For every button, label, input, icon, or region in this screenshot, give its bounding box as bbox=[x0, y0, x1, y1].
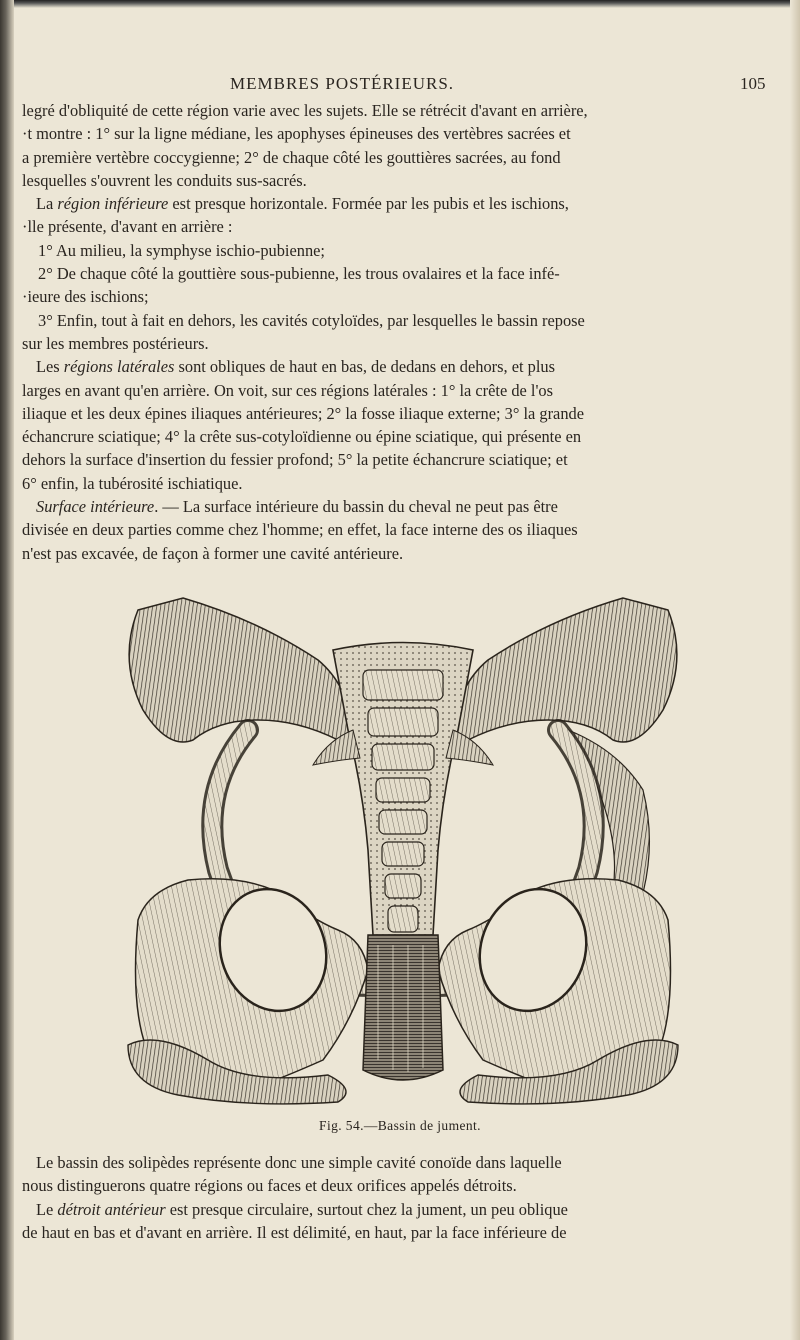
top-line: dehors la surface d'insertion du fessier profond; 5° la petite échancrure sciatique; et bbox=[22, 450, 568, 470]
figure-caption-text: Bassin de jument. bbox=[377, 1118, 481, 1133]
page-number: 105 bbox=[740, 74, 766, 93]
bottom-line: Le détroit antérieur est presque circulaire, surtout chez la jument, un peu oblique bbox=[36, 1199, 568, 1219]
figure-caption-dash: — bbox=[363, 1118, 378, 1133]
top-line: 3° Enfin, tout à fait en dehors, les cavités cotyloïdes, par lesquelles le bassin repose bbox=[38, 310, 585, 330]
body-text-bottom bbox=[22, 1151, 792, 1244]
top-line: 1° Au milieu, la symphyse ischio-pubienne; bbox=[38, 240, 325, 260]
top-line: 6° enfin, la tubérosité ischiatique. bbox=[22, 473, 243, 493]
figure-caption bbox=[0, 1118, 800, 1134]
running-head bbox=[0, 74, 800, 98]
top-line: ·ieure des ischions; bbox=[22, 287, 149, 307]
top-line: Surface intérieure. — La surface intérieure du bassin du cheval ne peut pas être bbox=[36, 497, 558, 517]
right-ilium bbox=[453, 598, 677, 742]
pelvis-engraving-svg bbox=[98, 590, 708, 1110]
top-line: Les régions latérales sont obliques de haut en bas, de dedans en dehors, et plus bbox=[36, 357, 555, 377]
top-line: sur les membres postérieurs. bbox=[22, 333, 209, 353]
binding-shadow bbox=[0, 0, 14, 1340]
bottom-line: Le bassin des solipèdes représente donc une simple cavité conoïde dans laquelle bbox=[36, 1153, 562, 1172]
bottom-line: nous distinguerons quatre régions ou faces et deux orifices appelés détroits. bbox=[22, 1176, 517, 1196]
top-line: La région inférieure est presque horizontale. Formée par les pubis et les ischions, bbox=[36, 194, 569, 214]
top-line: legré d'obliquité de cette région varie avec les sujets. Elle se rétrécit d'avant en arrière, bbox=[22, 101, 588, 120]
top-line: échancrure sciatique; 4° la crête sus-cotyloïdienne ou épine sciatique, qui présente en bbox=[22, 427, 582, 447]
page-top-edge bbox=[0, 0, 800, 8]
body-text-top bbox=[22, 99, 792, 565]
left-ilium bbox=[129, 598, 353, 742]
pelvis-illustration bbox=[98, 590, 708, 1110]
top-line: divisée en deux parties comme chez l'homme; en effet, la face interne des os iliaques bbox=[22, 520, 578, 540]
top-line: lesquelles s'ouvrent les conduits sus-sacrés. bbox=[22, 170, 307, 190]
bottom-line: de haut en bas et d'avant en arrière. Il est délimité, en haut, par la face inférieure de bbox=[22, 1222, 567, 1242]
top-line: ·t montre : 1° sur la ligne médiane, les apophyses épineuses des vertèbres sacrées et bbox=[22, 124, 571, 144]
running-head-title: MEMBRES POSTÉRIEURS. bbox=[230, 74, 455, 93]
top-line: larges en avant qu'en arrière. On voit, sur ces régions latérales : 1° la crête de l'os bbox=[22, 380, 553, 400]
ischio-pubic-symphysis bbox=[363, 935, 443, 1080]
top-line: a première vertèbre coccygienne; 2° de chaque côté les gouttières sacrées, au fond bbox=[22, 147, 561, 167]
top-line: n'est pas excavée, de façon à former une cavité antérieure. bbox=[22, 543, 404, 563]
figure-caption-label: Fig. 54. bbox=[319, 1118, 364, 1133]
top-line: 2° De chaque côté la gouttière sous-pubienne, les trous ovalaires et la face infé- bbox=[38, 264, 560, 284]
top-line: ·lle présente, d'avant en arrière : bbox=[22, 217, 233, 237]
top-line: iliaque et les deux épines iliaques antérieures; 2° la fosse iliaque externe; 3° la grande bbox=[22, 403, 584, 423]
